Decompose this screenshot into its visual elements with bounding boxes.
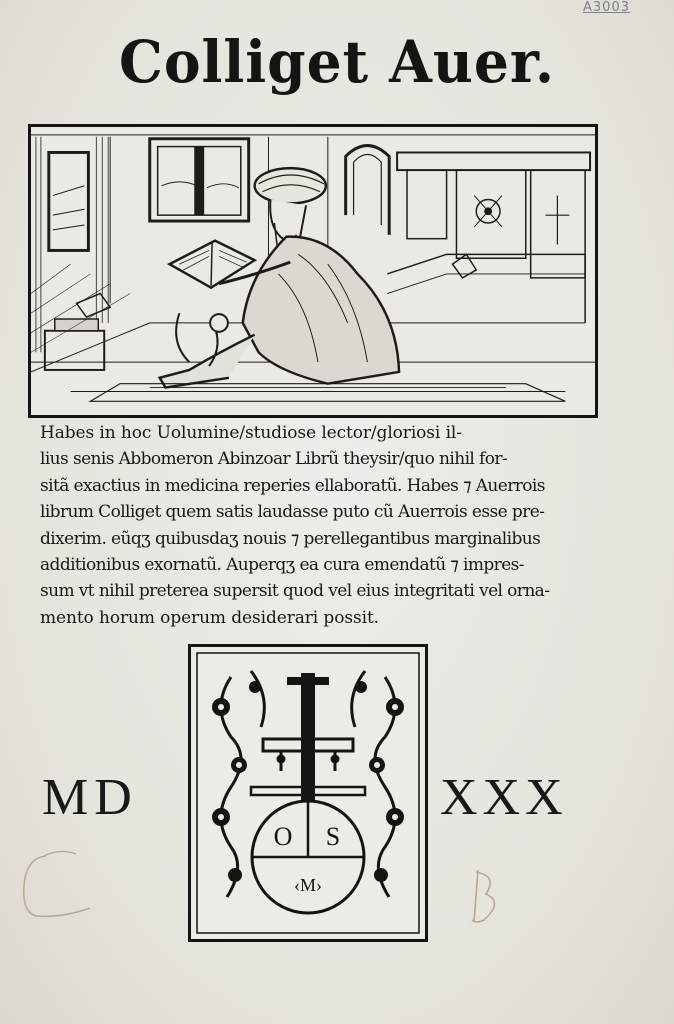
mark-letter-left: O xyxy=(273,822,293,851)
text-line: Habes in hoc Uolumine/studiose lector/gloriosi il- xyxy=(40,423,462,443)
text-line: additionibus exornatũ. Auperqʒ ea cura emendatũ ⁊ impres- xyxy=(40,555,524,576)
woodcut-illustration xyxy=(28,124,598,418)
text-line: sum vt nihil preterea supersit quod vel eius integritati vel orna- xyxy=(40,581,550,602)
mark-letter-bottom: ‹M› xyxy=(294,875,322,895)
scholar-reading-woodcut xyxy=(31,127,595,415)
pencil-annotation-right xyxy=(458,862,508,932)
imprint-year-left: MD xyxy=(42,769,138,826)
title-page-text xyxy=(40,420,590,631)
mark-letter-right: S xyxy=(325,822,341,851)
shelfmark-number: A3003 xyxy=(583,0,630,15)
printers-mark-device xyxy=(191,647,425,939)
text-line: dixerim. eũqʒ quibusdaʒ nouis ⁊ perellegantibus marginalibus xyxy=(40,528,541,549)
text-line: mento horum operum desiderari possit. xyxy=(40,607,379,628)
book-title: Colliget Auer. xyxy=(119,28,555,96)
pencil-annotation-left xyxy=(6,846,96,926)
text-line: lius senis Abbomeron Abinzoar Librũ theysir/quo nihil for- xyxy=(40,449,508,470)
text-line: librum Colliget quem satis laudasse puto cũ Auerrois esse pre- xyxy=(40,502,545,523)
text-line: sitã exactius in medicina reperies ellaboratũ. Habes ⁊ Auerrois xyxy=(40,475,545,496)
imprint-year-right: XXX xyxy=(440,769,568,826)
printers-mark xyxy=(188,644,428,942)
